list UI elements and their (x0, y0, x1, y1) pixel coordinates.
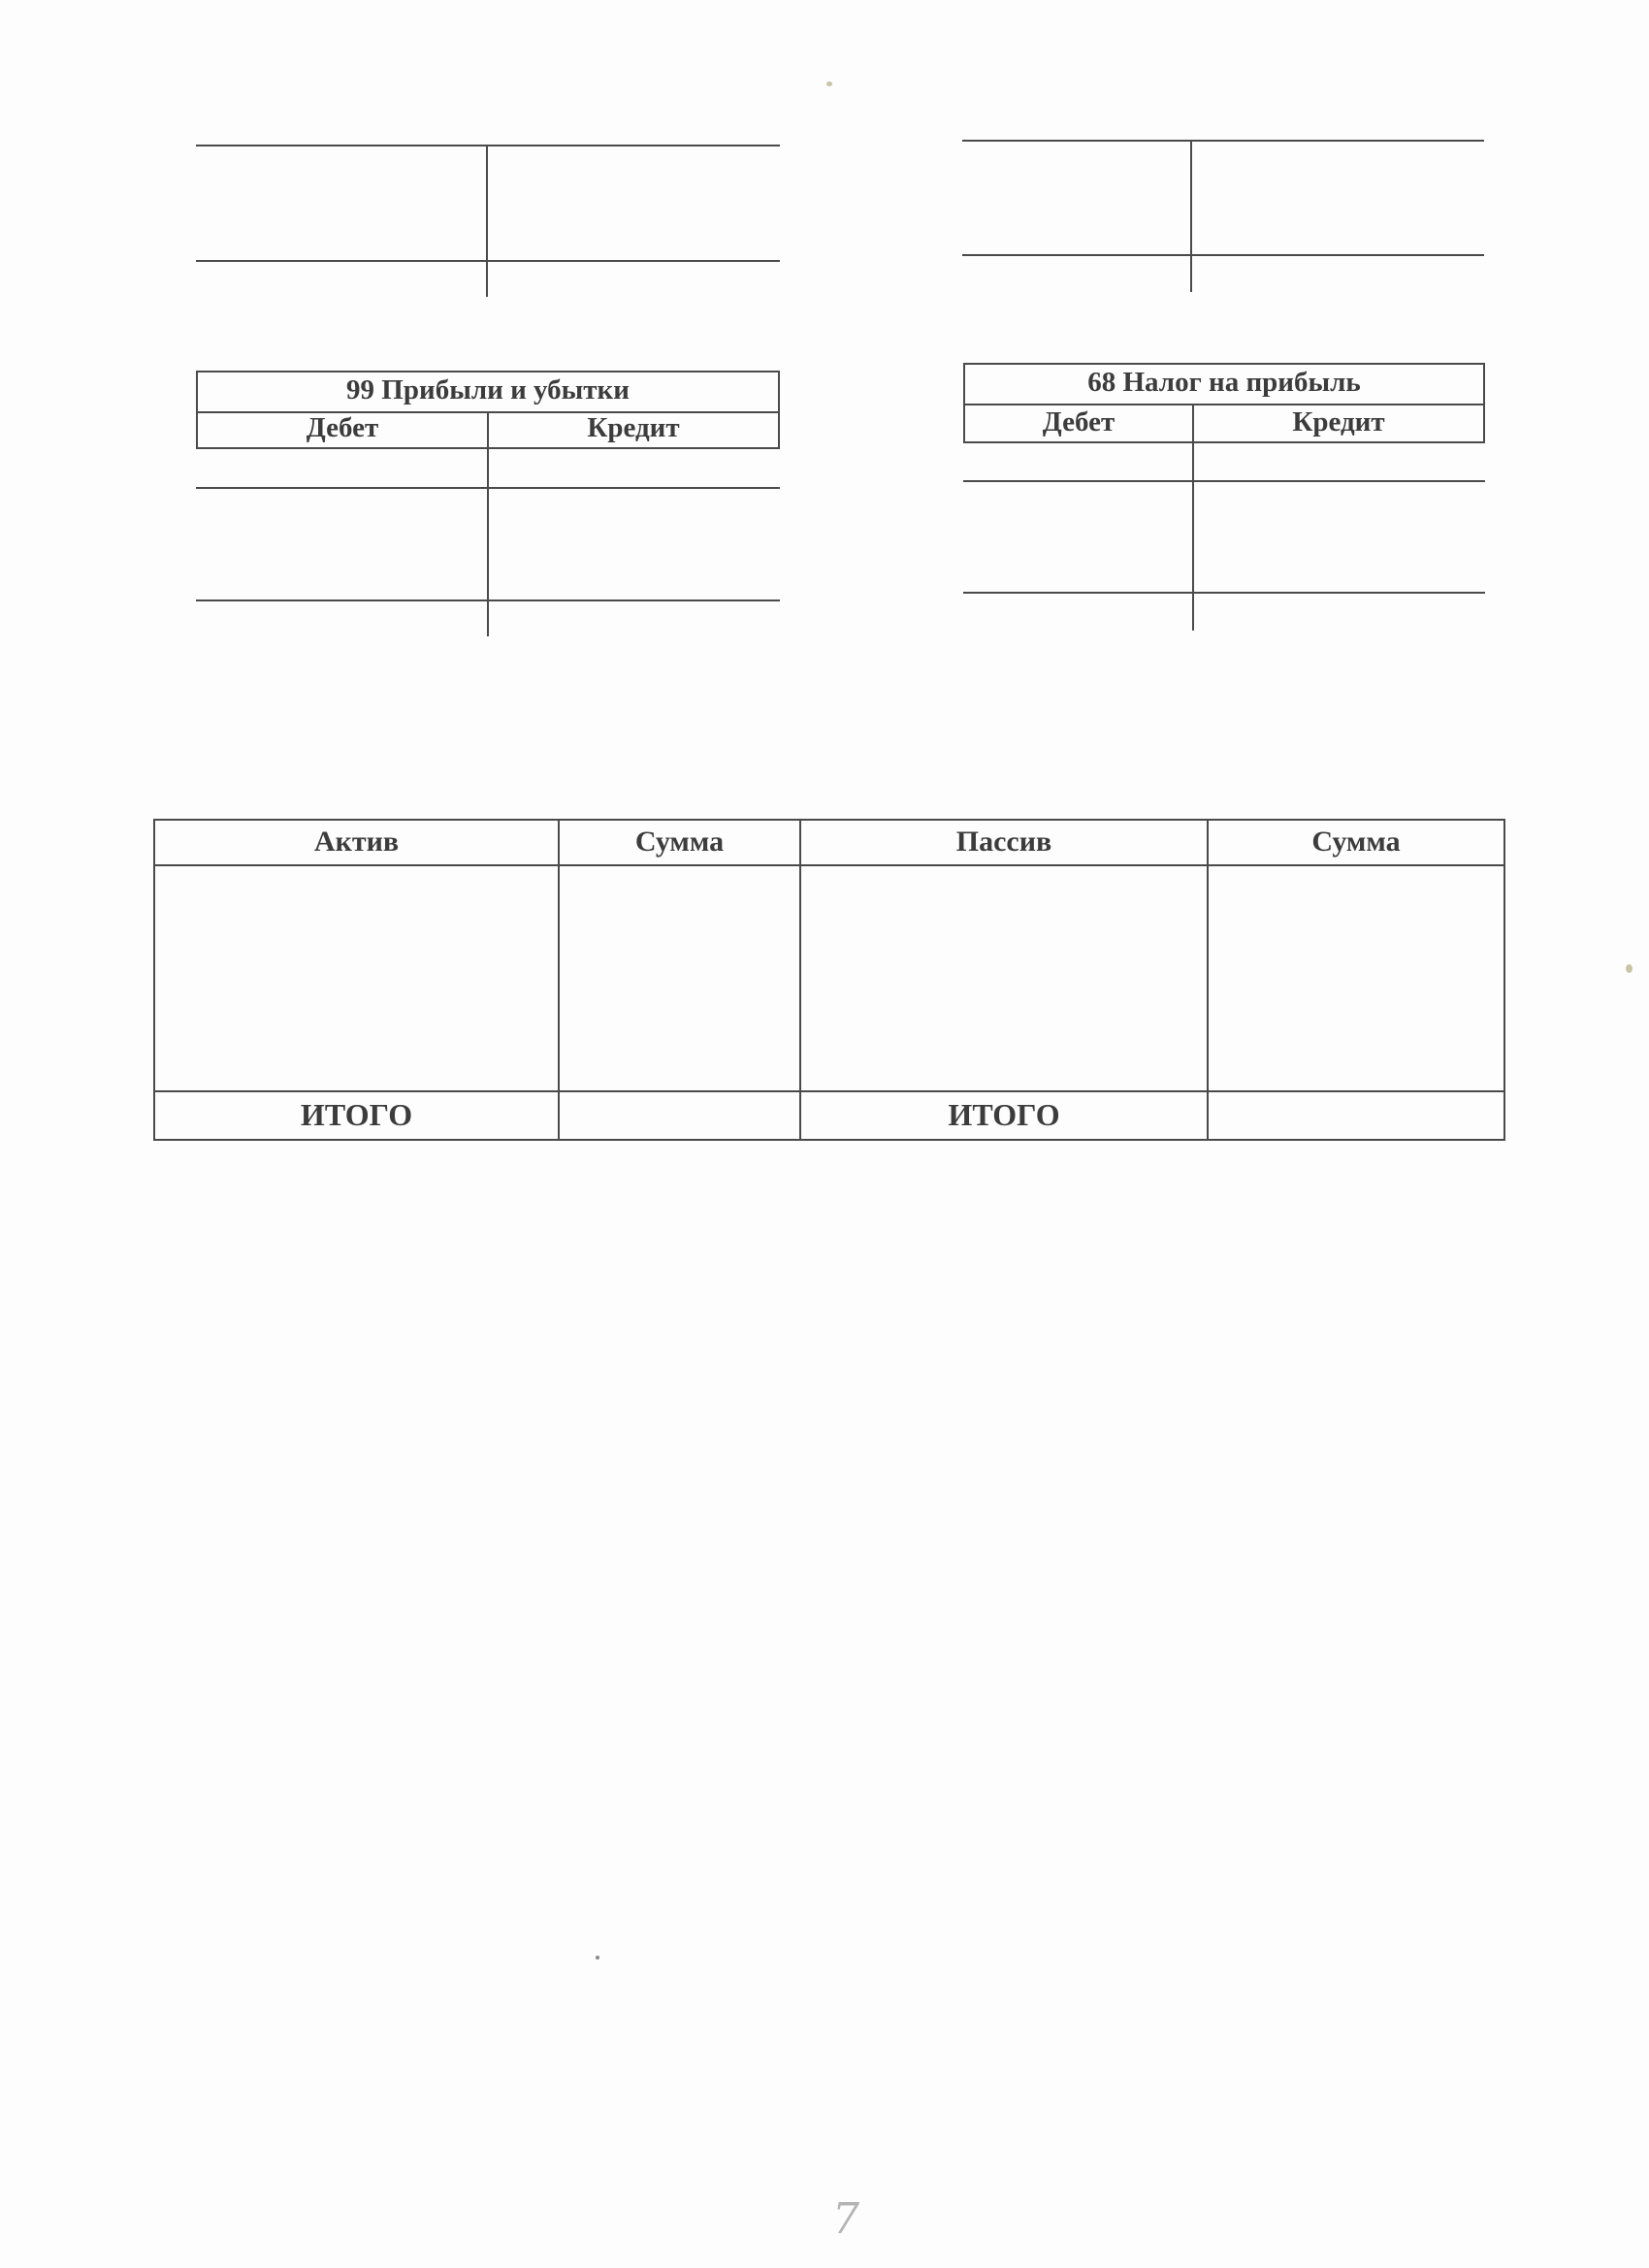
debit-label: Дебет (306, 412, 379, 443)
scan-speck (826, 81, 832, 86)
page-number: 7 (832, 2194, 859, 2244)
credit-label: Кредит (587, 412, 680, 443)
t-account-top-line (962, 140, 1484, 142)
t-account-total-line (196, 599, 780, 601)
account-title: 68 Налог на прибыль (963, 363, 1485, 405)
balance-sheet-table (153, 819, 1505, 1141)
asset-total-label: ИТОГО (300, 1097, 413, 1132)
account-title: 99 Прибыли и убытки (196, 371, 780, 413)
header-assets: Актив (313, 826, 400, 858)
header-bottom-line (963, 441, 1485, 443)
header-asset-amount: Сумма (634, 826, 725, 858)
header-liability-amount: Сумма (1311, 826, 1401, 858)
t-account-total-line (196, 260, 780, 262)
header-right-border (1483, 404, 1485, 442)
header-bottom-line (155, 864, 1504, 866)
header-right-border (778, 411, 780, 448)
t-account-divider (487, 411, 489, 636)
header-liabilities: Пассив (955, 826, 1052, 858)
credit-label: Кредит (1292, 406, 1385, 437)
t-account-divider (1192, 405, 1194, 631)
t-account-total-line (963, 592, 1485, 594)
t-account-total-line (962, 254, 1484, 256)
liability-total-label: ИТОГО (948, 1097, 1060, 1132)
opening-balance-line (196, 487, 780, 489)
t-account-top-line (196, 145, 780, 146)
scan-speck (1626, 964, 1633, 973)
scan-speck (596, 1956, 599, 1960)
debit-label: Дебет (1042, 406, 1116, 437)
t-account-divider (1190, 141, 1192, 292)
t-account-divider (486, 146, 488, 297)
opening-balance-line (963, 480, 1485, 482)
